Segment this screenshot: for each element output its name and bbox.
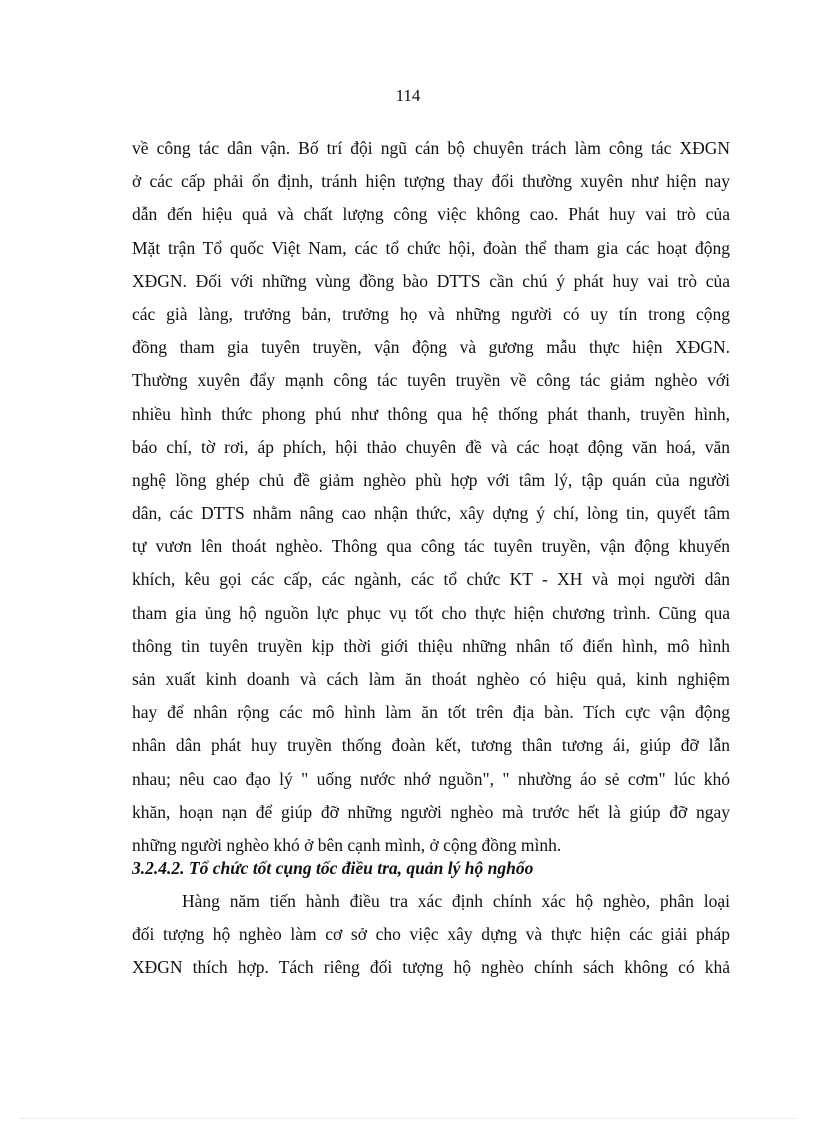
text-line: nhiều hình thức phong phú như thông qua hệ thống phát thanh, truyền hình, — [132, 403, 730, 424]
text-line: về công tác dân vận. Bố trí đội ngũ cán bộ chuyên trách làm công tác XĐGN — [132, 138, 730, 158]
body-paragraph — [132, 132, 730, 862]
text-line: nhân dân phát huy truyền thống đoàn kết, tương thân tương ái, giúp đỡ lẫn — [132, 735, 730, 756]
text-line: đồng tham gia tuyên truyền, vận động và gương mẫu thực hiện XĐGN. — [132, 337, 730, 358]
text-line: tự vươn lên thoát nghèo. Thông qua công tác tuyên truyền, vận động khuyến — [132, 536, 730, 557]
body-paragraph — [132, 885, 730, 985]
text-line: tham gia ủng hộ nguồn lực phục vụ tốt cho thực hiện chương trình. Cũng qua — [132, 602, 730, 623]
text-line: Hàng năm tiến hành điều tra xác định chính xác hộ nghèo, phân loại — [182, 891, 730, 911]
text-line: khích, kêu gọi các cấp, các ngành, các tổ chức KT - XH và mọi người dân — [132, 569, 730, 590]
text-line: dẫn đến hiệu quả và chất lượng công việc không cao. Phát huy vai trò của — [132, 204, 730, 225]
text-line: sản xuất kinh doanh và cách làm ăn thoát nghèo có hiệu quả, kinh nghiệm — [132, 669, 730, 689]
text-line: báo chí, tờ rơi, áp phích, hội thảo chuyên đề và các hoạt động văn hoá, văn — [132, 436, 730, 457]
text-line: nhau; nêu cao đạo lý " uống nước nhớ nguồn", " nhường áo sẻ cơm" lúc khó — [132, 768, 730, 789]
page-number: 114 — [395, 86, 421, 105]
text-line: những người nghèo khó ở bên cạnh mình, ở cộng đồng mình. — [132, 834, 562, 855]
section-heading: 3.2.4.2. Tổ chức tốt cụng tốc điều tra, quản lý hộ nghốo — [132, 858, 534, 878]
text-line: đối tượng hộ nghèo làm cơ sở cho việc xây dựng và thực hiện các giải pháp — [132, 924, 730, 945]
text-line: XĐGN thích hợp. Tách riêng đối tượng hộ nghèo chính sách không có khả — [132, 957, 730, 978]
page-bottom-divider — [20, 1118, 796, 1119]
text-line: khăn, hoạn nạn để giúp đỡ những người nghèo mà trước hết là giúp đỡ ngay — [132, 801, 730, 822]
text-line: dân, các DTTS nhằm nâng cao nhận thức, xây dựng ý chí, lòng tin, quyết tâm — [132, 503, 730, 524]
text-line: XĐGN. Đối với những vùng đồng bào DTTS cần chú ý phát huy vai trò của — [132, 270, 730, 291]
text-line: hay để nhân rộng các mô hình làm ăn tốt trên địa bàn. Tích cực vận động — [132, 702, 730, 723]
text-line: Mặt trận Tổ quốc Việt Nam, các tổ chức hội, đoàn thể tham gia các hoạt động — [132, 237, 730, 258]
text-line: các già làng, trưởng bản, trưởng họ và những người có uy tín trong cộng — [132, 303, 730, 324]
text-line: ở các cấp phải ổn định, tránh hiện tượng thay đổi thường xuyên như hiện nay — [132, 171, 730, 192]
text-line: thông tin tuyên truyền kịp thời giới thiệu những nhân tố điển hình, mô hình — [132, 635, 730, 656]
text-line: Thường xuyên đẩy mạnh công tác tuyên truyền về công tác giảm nghèo với — [132, 370, 730, 391]
text-line: nghệ lồng ghép chủ đề giảm nghèo phù hợp với tâm lý, tập quán của người — [132, 469, 730, 490]
